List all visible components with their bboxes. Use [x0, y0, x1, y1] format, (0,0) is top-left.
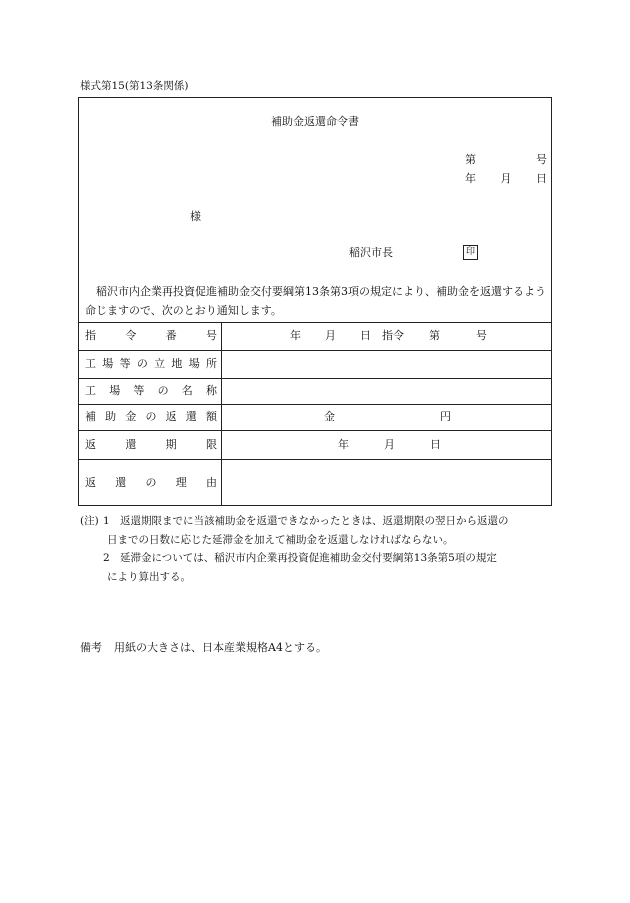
- table-row-divider: [79, 459, 551, 460]
- row-label: [85, 410, 217, 424]
- row-label-char: 返: [165, 410, 177, 423]
- amount-en: 円: [440, 410, 451, 423]
- note-1-line-2: 日までの日数に応じた延滞金を加えて補助金を返還しなければならない。: [107, 534, 454, 546]
- row-label-char: 工: [85, 384, 96, 397]
- deadline-day: 日: [430, 438, 441, 451]
- directive-shirei: 指令: [382, 329, 404, 342]
- row-label-char: の: [157, 384, 169, 397]
- document-date: [465, 172, 547, 186]
- deadline-month: 月: [384, 438, 395, 451]
- deadline-year: 年: [338, 438, 349, 451]
- number-dai: 第: [465, 153, 476, 166]
- row-label-char: 返: [85, 476, 96, 489]
- row-label-char: 称: [205, 384, 217, 397]
- row-label-char: 号: [205, 329, 217, 342]
- note-1-number: 1: [103, 515, 110, 527]
- row-label-char: 還: [185, 410, 197, 423]
- row-label-char: 場: [188, 357, 200, 370]
- row-label-char: 番: [165, 329, 177, 342]
- directive-month: 月: [325, 329, 336, 342]
- document-number: [465, 153, 547, 167]
- row-label-char: 工: [85, 357, 96, 370]
- row-label-char: の: [145, 476, 157, 489]
- seal-mark: 印: [463, 245, 478, 260]
- row-label-char: 金: [125, 410, 137, 423]
- row-label: [85, 384, 217, 398]
- row-label: [85, 476, 217, 490]
- row-label-char: 等: [119, 357, 131, 370]
- row-label-char: 等: [133, 384, 145, 397]
- table-row-divider: [79, 378, 551, 379]
- issuer-name: 稲沢市長: [349, 246, 393, 259]
- table-row-divider: [79, 350, 551, 351]
- row-label-char: の: [145, 410, 157, 423]
- row-label-char: 限: [205, 438, 217, 451]
- row-label-char: 助: [105, 410, 117, 423]
- directive-dai: 第: [429, 329, 440, 342]
- table-row-divider: [79, 404, 551, 405]
- row-label-char: 期: [165, 438, 177, 451]
- row-label-char: 場: [109, 384, 121, 397]
- form-number-label: 様式第15(第13条関係): [80, 80, 189, 92]
- row-label-char: 返: [85, 438, 96, 451]
- date-month: 月: [500, 172, 512, 185]
- row-label: [85, 438, 217, 452]
- notice-form-box: [78, 97, 552, 506]
- row-label-char: 額: [205, 410, 217, 423]
- row-label-char: 令: [125, 329, 137, 342]
- row-label-char: 補: [85, 410, 96, 423]
- row-label-char: 立: [154, 357, 166, 370]
- notes-prefix: (注): [80, 515, 99, 527]
- row-label-char: 指: [85, 329, 96, 342]
- row-label-char: 地: [171, 357, 183, 370]
- note-2-number: 2: [103, 552, 110, 564]
- directive-year: 年: [290, 329, 301, 342]
- row-label: [85, 329, 217, 343]
- table-column-divider: [221, 322, 222, 505]
- row-label-char: 場: [102, 357, 114, 370]
- note-2-line-2: により算出する。: [107, 571, 191, 583]
- date-year: 年: [465, 172, 476, 185]
- row-label-char: 名: [181, 384, 193, 397]
- date-day: 日: [536, 172, 547, 185]
- row-label-char: の: [136, 357, 148, 370]
- note-2-line-1: 延滞金については、稲沢市内企業再投資促進補助金交付要綱第13条第5項の規定: [120, 552, 497, 564]
- note-1-line-1: 返還期限までに当該補助金を返還できなかったときは、返還期限の翌日から返還の: [120, 515, 509, 527]
- row-label-char: 由: [206, 476, 217, 489]
- number-go: 号: [536, 153, 547, 166]
- document-title: 補助金返還命令書: [271, 115, 359, 128]
- amount-kin: 金: [324, 410, 335, 423]
- row-label-char: 還: [115, 476, 127, 489]
- table-row-divider: [79, 430, 551, 431]
- table-top-border: [79, 322, 551, 323]
- row-label-char: 所: [205, 357, 217, 370]
- row-label-char: 還: [125, 438, 137, 451]
- row-label-char: 理: [175, 476, 187, 489]
- directive-day: 日: [360, 329, 371, 342]
- remarks-label: 備考: [80, 641, 102, 654]
- remarks-text: 用紙の大きさは、日本産業規格A4とする。: [114, 641, 327, 654]
- notice-body-text: 稲沢市内企業再投資促進補助金交付要綱第13条第3項の規定により、補助金を返還するよう命じますので、次のとおり通知します。: [85, 285, 546, 317]
- row-label: [85, 357, 217, 371]
- addressee-honorific: 様: [190, 210, 201, 223]
- directive-go: 号: [476, 329, 487, 342]
